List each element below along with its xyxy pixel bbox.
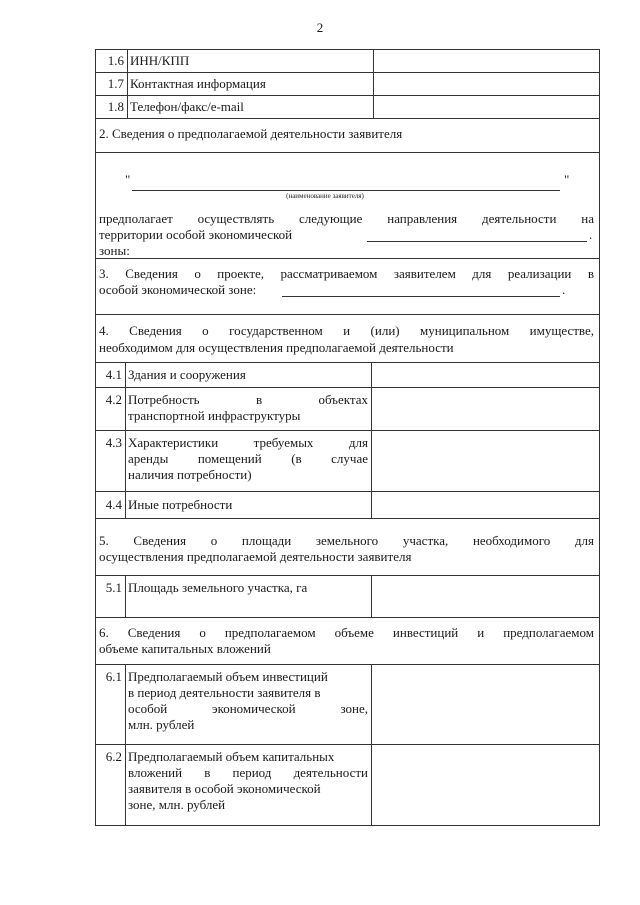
- rule: [371, 362, 372, 518]
- rule: [125, 575, 126, 617]
- row-number: 6.2: [105, 749, 122, 764]
- rule: [95, 362, 600, 363]
- row-label-transport: транспортной инфраструктуры: [128, 408, 301, 423]
- row-label-buildings: Здания и сооружения: [128, 367, 246, 382]
- row-label-investments: млн. рублей: [128, 717, 195, 732]
- rule: [95, 491, 600, 492]
- section2-text-line2: территории особой экономической зоны:: [99, 227, 293, 258]
- rule: [95, 118, 600, 119]
- rule: [125, 362, 126, 518]
- rule: [125, 664, 126, 825]
- row-label-capital: вложений в период деятельности: [128, 765, 368, 780]
- row-number: 1.6: [107, 53, 124, 68]
- applicant-name-field[interactable]: [132, 178, 560, 191]
- rule: [95, 825, 600, 826]
- section2-text-line1: предполагает осуществлять следующие направления деятельности на: [99, 211, 594, 226]
- rule: [95, 258, 600, 259]
- rule: [95, 664, 600, 665]
- value-field-investments[interactable]: [373, 666, 598, 743]
- row-label-premises: аренды помещений (в случае: [128, 451, 368, 466]
- section3-end: .: [562, 282, 566, 297]
- row-label-other: Иные потребности: [128, 497, 233, 512]
- quote-open: ": [125, 172, 131, 187]
- row-label-premises: наличия потребности): [128, 467, 252, 482]
- row-label-land-area: Площадь земельного участка, га: [128, 580, 308, 595]
- value-field-buildings[interactable]: [373, 364, 598, 386]
- row-label-inn: ИНН/КПП: [130, 53, 190, 68]
- rule: [95, 95, 600, 96]
- rule: [95, 72, 600, 73]
- row-number: 6.1: [105, 669, 122, 684]
- rule: [95, 49, 600, 50]
- section5-text-line1: 5. Сведения о площади земельного участка, необходимого для: [99, 533, 594, 548]
- row-label-capital: заявителя в особой экономической: [128, 781, 321, 796]
- rule: [95, 744, 600, 745]
- row-number: 1.7: [107, 76, 124, 91]
- rule: [127, 49, 128, 118]
- rule: [95, 387, 600, 388]
- section3-text-line2: особой экономической зоне:: [99, 282, 257, 297]
- value-field-transport[interactable]: [373, 389, 598, 429]
- row-number: 4.2: [105, 392, 122, 407]
- rule: [95, 617, 600, 618]
- row-label-investments: Предполагаемый объем инвестиций: [128, 669, 328, 684]
- value-field-phone[interactable]: [375, 97, 598, 117]
- rule: [95, 152, 600, 153]
- rule: [371, 664, 372, 825]
- row-number: 1.8: [107, 99, 124, 114]
- row-number: 4.1: [105, 367, 122, 382]
- value-field-land-area[interactable]: [373, 577, 598, 616]
- value-field-premises[interactable]: [373, 432, 598, 490]
- section4-text-line2: необходимом для осуществления предполагаемой деятельности: [99, 340, 454, 355]
- rule: [95, 518, 600, 519]
- row-label-premises: Характеристики требуемых для: [128, 435, 368, 450]
- value-field-other[interactable]: [373, 493, 598, 517]
- section6-text-line2: объеме капитальных вложений: [99, 641, 271, 656]
- rule: [373, 49, 374, 118]
- row-label-investments: особой экономической зоне,: [128, 701, 368, 716]
- section6-text-line1: 6. Сведения о предполагаемом объеме инвестиций и предполагаемом: [99, 625, 594, 640]
- row-label-capital: зоне, млн. рублей: [128, 797, 226, 812]
- row-label-phone: Телефон/факс/e-mail: [130, 99, 244, 114]
- row-label-capital: Предполагаемый объем капитальных: [128, 749, 335, 764]
- section3-text-line1: 3. Сведения о проекте, рассматриваемом заявителем для реализации в: [99, 266, 594, 281]
- section2-title: 2. Сведения о предполагаемой деятельности заявителя: [99, 126, 403, 141]
- section5-text-line2: осуществления предполагаемой деятельности заявителя: [99, 549, 412, 564]
- activity-directions-field[interactable]: [367, 229, 587, 242]
- applicant-name-caption: (наименование заявителя): [286, 192, 364, 200]
- rule: [371, 575, 372, 617]
- rule: [95, 575, 600, 576]
- value-field-contact[interactable]: [375, 74, 598, 94]
- rule: [95, 314, 600, 315]
- project-field[interactable]: [282, 284, 560, 297]
- page-number: 2: [316, 20, 324, 35]
- section4-text-line1: 4. Сведения о государственном и (или) муниципальном имуществе,: [99, 323, 594, 338]
- row-number: 5.1: [105, 580, 122, 595]
- quote-close: ": [564, 172, 570, 187]
- row-label-investments: в период деятельности заявителя в: [128, 685, 321, 700]
- value-field-capital[interactable]: [373, 746, 598, 824]
- section2-end: .: [589, 227, 593, 242]
- row-label-contact: Контактная информация: [130, 76, 266, 91]
- row-number: 4.3: [105, 435, 122, 450]
- value-field-inn[interactable]: [375, 51, 598, 71]
- rule: [95, 430, 600, 431]
- row-label-transport: Потребность в объектах: [128, 392, 368, 407]
- row-number: 4.4: [105, 497, 122, 512]
